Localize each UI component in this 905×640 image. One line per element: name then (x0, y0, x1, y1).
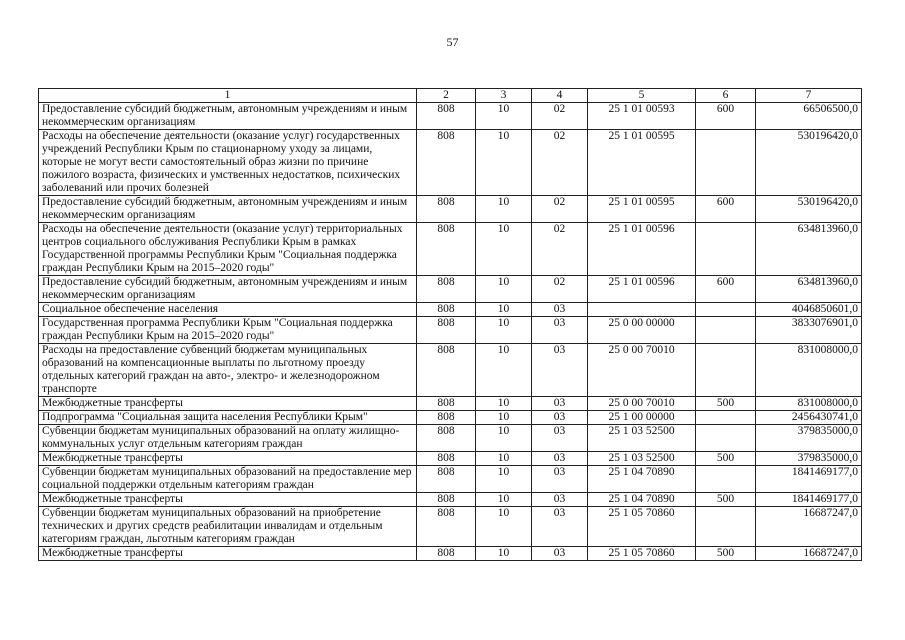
expense-name: Субвенции бюджетам муниципальных образований на приобретение технических и других средств реабилитации инвалидам и отдельным категориям граждан, льготным категориям граждан (39, 507, 417, 547)
amount-value: 634813960,0 (756, 276, 862, 303)
column-header: 4 (532, 89, 588, 103)
ministry-code: 808 (417, 397, 476, 411)
table-row (39, 466, 862, 493)
target-item-code: 25 1 05 70860 (588, 547, 696, 561)
expense-name: Предоставление субсидий бюджетным, автономным учреждениям и иным некоммерческим организациям (39, 103, 417, 130)
expense-type-code (696, 344, 756, 397)
section-code: 10 (476, 507, 532, 547)
table-row (39, 344, 862, 397)
target-item-code: 25 1 03 52500 (588, 452, 696, 466)
amount-value: 379835000,0 (756, 452, 862, 466)
section-code: 10 (476, 493, 532, 507)
table-row (39, 547, 862, 561)
subsection-code: 03 (532, 493, 588, 507)
column-header: 2 (417, 89, 476, 103)
table-row (39, 303, 862, 317)
expense-name: Расходы на обеспечение деятельности (оказание услуг) территориальных центров социального обслуживания Республики Крым в рамках Государственной программы Республики Крым "Социальная поддержка граждан Республики Крым на 2015–2020 годы" (39, 223, 417, 276)
table-row (39, 196, 862, 223)
section-code: 10 (476, 196, 532, 223)
subsection-code: 02 (532, 276, 588, 303)
ministry-code: 808 (417, 411, 476, 425)
amount-value: 530196420,0 (756, 196, 862, 223)
subsection-code: 02 (532, 196, 588, 223)
target-item-code: 25 1 01 00596 (588, 223, 696, 276)
expense-type-code (696, 411, 756, 425)
table-row (39, 507, 862, 547)
page-number: 57 (446, 35, 459, 49)
amount-value: 2456430741,0 (756, 411, 862, 425)
amount-value: 1841469177,0 (756, 466, 862, 493)
subsection-code: 03 (532, 452, 588, 466)
section-code: 10 (476, 452, 532, 466)
expense-type-code: 600 (696, 103, 756, 130)
target-item-code: 25 1 03 52500 (588, 425, 696, 452)
table-row (39, 223, 862, 276)
expense-name: Межбюджетные трансферты (39, 397, 417, 411)
table-row (39, 103, 862, 130)
column-header: 6 (696, 89, 756, 103)
section-code: 10 (476, 276, 532, 303)
amount-value: 831008000,0 (756, 344, 862, 397)
target-item-code: 25 1 04 70890 (588, 466, 696, 493)
table-header-row (39, 89, 862, 103)
section-code: 10 (476, 103, 532, 130)
ministry-code: 808 (417, 303, 476, 317)
subsection-code: 03 (532, 547, 588, 561)
expense-name: Предоставление субсидий бюджетным, автономным учреждениям и иным некоммерческим организациям (39, 196, 417, 223)
subsection-code: 03 (532, 507, 588, 547)
target-item-code (588, 303, 696, 317)
subsection-code: 03 (532, 466, 588, 493)
subsection-code: 02 (532, 130, 588, 196)
ministry-code: 808 (417, 452, 476, 466)
expense-type-code: 500 (696, 397, 756, 411)
ministry-code: 808 (417, 493, 476, 507)
expense-name: Государственная программа Республики Крым "Социальная поддержка граждан Республики Крым на 2015–2020 годы" (39, 317, 417, 344)
column-header: 3 (476, 89, 532, 103)
amount-value: 1841469177,0 (756, 493, 862, 507)
table-row (39, 493, 862, 507)
table-row (39, 397, 862, 411)
table-row (39, 317, 862, 344)
table-row (39, 452, 862, 466)
ministry-code: 808 (417, 196, 476, 223)
expense-type-code (696, 317, 756, 344)
ministry-code: 808 (417, 344, 476, 397)
subsection-code: 03 (532, 411, 588, 425)
section-code: 10 (476, 317, 532, 344)
column-header: 7 (756, 89, 862, 103)
expense-name: Предоставление субсидий бюджетным, автономным учреждениям и иным некоммерческим организациям (39, 276, 417, 303)
target-item-code: 25 0 00 00000 (588, 317, 696, 344)
target-item-code: 25 0 00 70010 (588, 344, 696, 397)
ministry-code: 808 (417, 547, 476, 561)
expense-name: Субвенции бюджетам муниципальных образований на предоставление мер социальной поддержки отдельным категориям граждан (39, 466, 417, 493)
expense-type-code: 500 (696, 452, 756, 466)
expense-type-code (696, 130, 756, 196)
section-code: 10 (476, 303, 532, 317)
expense-type-code: 600 (696, 276, 756, 303)
amount-value: 831008000,0 (756, 397, 862, 411)
amount-value: 634813960,0 (756, 223, 862, 276)
expense-name: Межбюджетные трансферты (39, 493, 417, 507)
expense-type-code (696, 466, 756, 493)
ministry-code: 808 (417, 466, 476, 493)
expense-type-code (696, 223, 756, 276)
ministry-code: 808 (417, 103, 476, 130)
amount-value: 66506500,0 (756, 103, 862, 130)
target-item-code: 25 1 01 00593 (588, 103, 696, 130)
expense-name: Подпрограмма "Социальная защита населения Республики Крым" (39, 411, 417, 425)
target-item-code: 25 0 00 70010 (588, 397, 696, 411)
table-row (39, 411, 862, 425)
column-header: 5 (588, 89, 696, 103)
subsection-code: 03 (532, 344, 588, 397)
section-code: 10 (476, 130, 532, 196)
section-code: 10 (476, 397, 532, 411)
subsection-code: 03 (532, 425, 588, 452)
subsection-code: 03 (532, 317, 588, 344)
table-row (39, 425, 862, 452)
expense-name: Субвенции бюджетам муниципальных образований на оплату жилищно-коммунальных услуг отдельным категориям граждан (39, 425, 417, 452)
section-code: 10 (476, 466, 532, 493)
budget-table (38, 88, 862, 561)
expense-name: Расходы на обеспечение деятельности (оказание услуг) государственных учреждений Республики Крым по стационарному уходу за лицами, которые не могут вести самостоятельный образ жизни по причине пожилого возраста, физических и умственных недостатков, психических заболеваний или прочих болезней (39, 130, 417, 196)
ministry-code: 808 (417, 223, 476, 276)
subsection-code: 02 (532, 103, 588, 130)
target-item-code: 25 1 01 00596 (588, 276, 696, 303)
amount-value: 530196420,0 (756, 130, 862, 196)
expense-name: Социальное обеспечение населения (39, 303, 417, 317)
ministry-code: 808 (417, 317, 476, 344)
target-item-code: 25 1 00 00000 (588, 411, 696, 425)
amount-value: 16687247,0 (756, 507, 862, 547)
target-item-code: 25 1 01 00595 (588, 196, 696, 223)
ministry-code: 808 (417, 425, 476, 452)
section-code: 10 (476, 425, 532, 452)
expense-name: Расходы на предоставление субвенций бюджетам муниципальных образований на компенсационные выплаты по льготному проезду отдельных категорий граждан на авто-, электро- и железнодорожном транспорте (39, 344, 417, 397)
expense-type-code (696, 303, 756, 317)
amount-value: 3833076901,0 (756, 317, 862, 344)
ministry-code: 808 (417, 507, 476, 547)
target-item-code: 25 1 05 70860 (588, 507, 696, 547)
subsection-code: 02 (532, 223, 588, 276)
expense-type-code (696, 507, 756, 547)
subsection-code: 03 (532, 303, 588, 317)
expense-type-code: 600 (696, 196, 756, 223)
ministry-code: 808 (417, 276, 476, 303)
column-header: 1 (39, 89, 417, 103)
table-row (39, 130, 862, 196)
amount-value: 16687247,0 (756, 547, 862, 561)
expense-type-code (696, 425, 756, 452)
expense-name: Межбюджетные трансферты (39, 547, 417, 561)
table-row (39, 276, 862, 303)
expense-name: Межбюджетные трансферты (39, 452, 417, 466)
target-item-code: 25 1 01 00595 (588, 130, 696, 196)
section-code: 10 (476, 547, 532, 561)
expense-type-code: 500 (696, 493, 756, 507)
section-code: 10 (476, 223, 532, 276)
section-code: 10 (476, 411, 532, 425)
target-item-code: 25 1 04 70890 (588, 493, 696, 507)
subsection-code: 03 (532, 397, 588, 411)
amount-value: 4046850601,0 (756, 303, 862, 317)
expense-type-code: 500 (696, 547, 756, 561)
ministry-code: 808 (417, 130, 476, 196)
section-code: 10 (476, 344, 532, 397)
amount-value: 379835000,0 (756, 425, 862, 452)
